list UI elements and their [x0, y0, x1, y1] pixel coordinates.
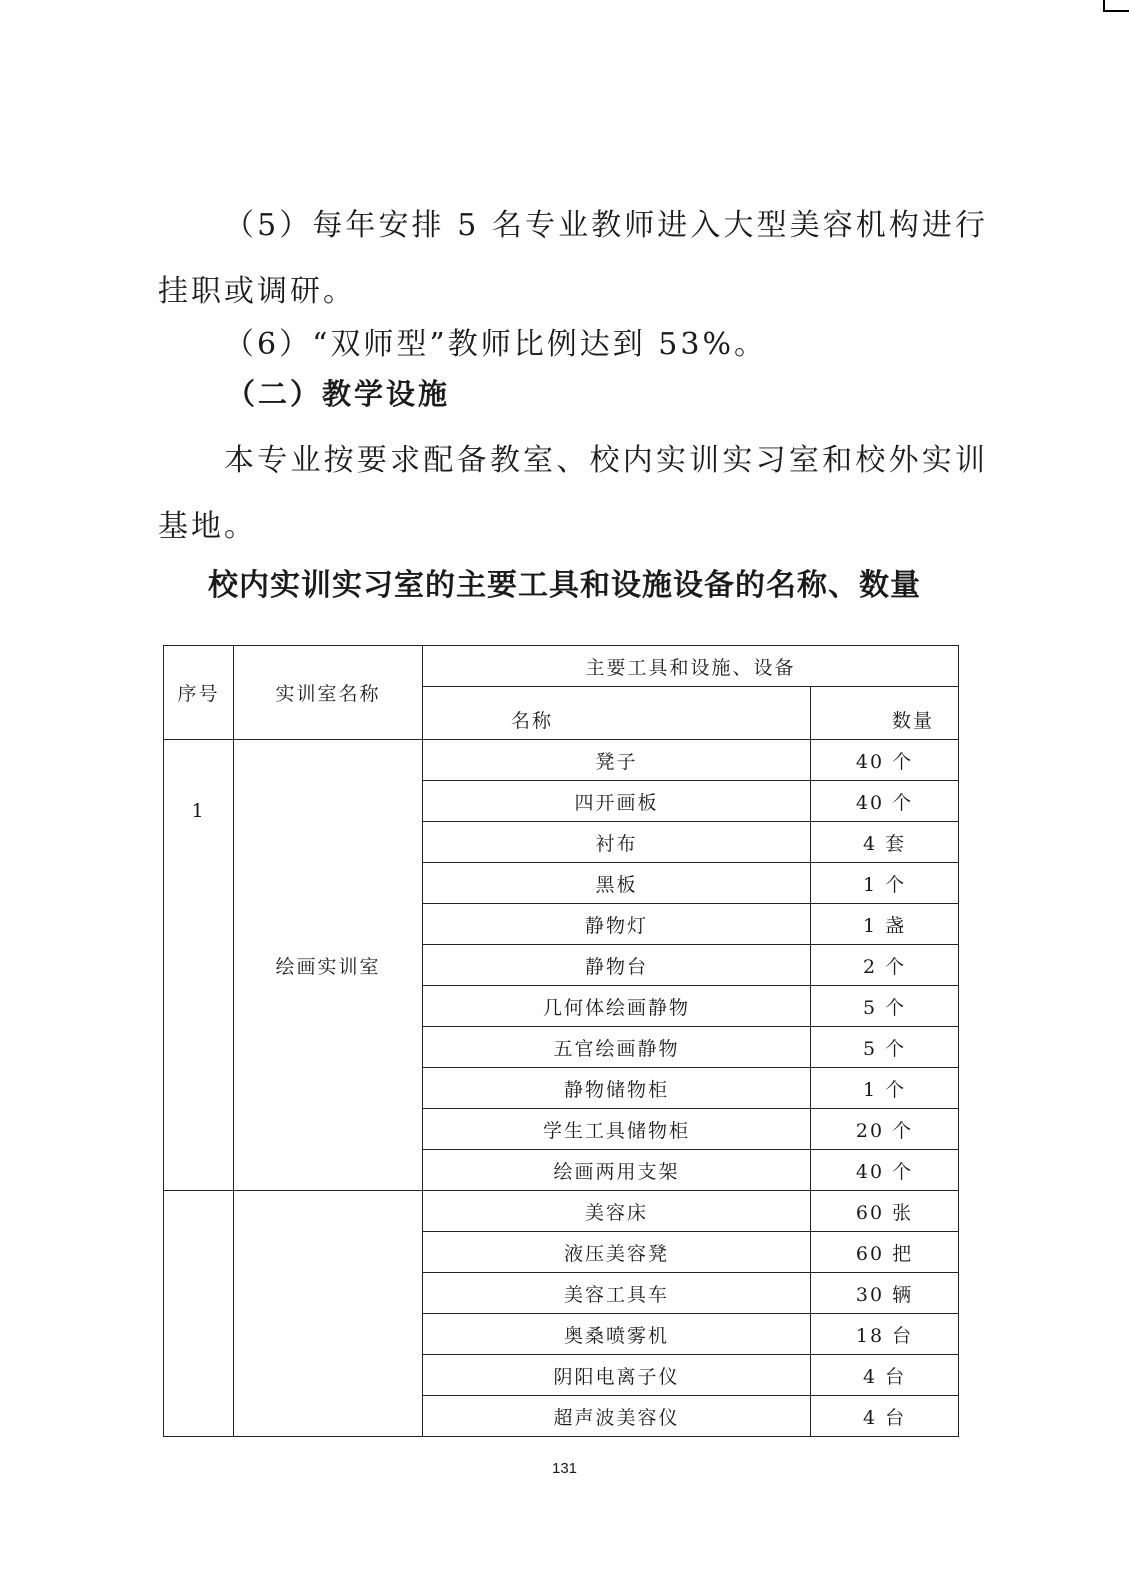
- item-name-cell: 黑板: [423, 863, 811, 904]
- page-number: 131: [551, 1460, 578, 1477]
- row-index-cell: [164, 1191, 234, 1437]
- item-name-cell: 静物台: [423, 945, 811, 986]
- header-equipment-group: 主要工具和设施、设备: [423, 646, 959, 687]
- item-quantity-cell: 5 个: [811, 1027, 959, 1068]
- crop-mark-vertical: [1103, 0, 1105, 10]
- item-name-cell: 四开画板: [423, 781, 811, 822]
- table-header-row: [164, 646, 959, 687]
- item-quantity-cell: 40 个: [811, 781, 959, 822]
- item-name-cell: 美容工具车: [423, 1273, 811, 1314]
- header-room-name: 实训室名称: [234, 646, 423, 740]
- item-quantity-cell: 60 张: [811, 1191, 959, 1232]
- item-quantity-cell: 1 个: [811, 1068, 959, 1109]
- item-quantity-cell: 4 套: [811, 822, 959, 863]
- item-quantity-cell: 18 台: [811, 1314, 959, 1355]
- item-quantity-cell: 2 个: [811, 945, 959, 986]
- item-quantity-cell: 40 个: [811, 1150, 959, 1191]
- room-name-cell: 绘画实训室: [234, 740, 423, 1191]
- item-quantity-cell: 5 个: [811, 986, 959, 1027]
- item-name-cell: 衬布: [423, 822, 811, 863]
- table-row: [164, 740, 959, 781]
- item-quantity-cell: 20 个: [811, 1109, 959, 1150]
- item-name-cell: 静物储物柜: [423, 1068, 811, 1109]
- item-quantity-cell: 30 辆: [811, 1273, 959, 1314]
- item-quantity-cell: 4 台: [811, 1396, 959, 1437]
- item-name-cell: 超声波美容仪: [423, 1396, 811, 1437]
- item-name-cell: 液压美容凳: [423, 1232, 811, 1273]
- equipment-table: [163, 645, 959, 1437]
- item-quantity-cell: 1 盏: [811, 904, 959, 945]
- paragraph-dual-teacher-ratio: （6）“双师型”教师比例达到 53%。: [224, 327, 767, 362]
- section-heading: （二）教学设施: [226, 377, 451, 411]
- item-quantity-cell: 40 个: [811, 740, 959, 781]
- item-name-cell: 美容床: [423, 1191, 811, 1232]
- room-name-cell: [234, 1191, 423, 1437]
- item-name-cell: 五官绘画静物: [423, 1027, 811, 1068]
- header-quantity: 数量: [811, 687, 959, 740]
- row-index-cell: 1: [164, 740, 234, 1191]
- item-name-cell: 学生工具储物柜: [423, 1109, 811, 1150]
- item-name-cell: 阴阳电离子仪: [423, 1355, 811, 1396]
- item-name-cell: 绘画两用支架: [423, 1150, 811, 1191]
- item-name-cell: 几何体绘画静物: [423, 986, 811, 1027]
- header-index: 序号: [164, 646, 234, 740]
- item-name-cell: 奥桑喷雾机: [423, 1314, 811, 1355]
- table-row: [164, 1191, 959, 1232]
- header-item-name: 名称: [423, 687, 811, 740]
- item-quantity-cell: 60 把: [811, 1232, 959, 1273]
- paragraph-teacher-internship: （5）每年安排 5 名专业教师进入大型美容机构进行挂职或调研。: [158, 208, 988, 309]
- item-quantity-cell: 1 个: [811, 863, 959, 904]
- table-title: 校内实训实习室的主要工具和设施设备的名称、数量: [208, 568, 921, 603]
- crop-mark-horizontal: [1103, 10, 1129, 12]
- paragraph-facilities-intro: 本专业按要求配备教室、校内实训实习室和校外实训基地。: [158, 443, 988, 544]
- item-name-cell: 凳子: [423, 740, 811, 781]
- item-quantity-cell: 4 台: [811, 1355, 959, 1396]
- item-name-cell: 静物灯: [423, 904, 811, 945]
